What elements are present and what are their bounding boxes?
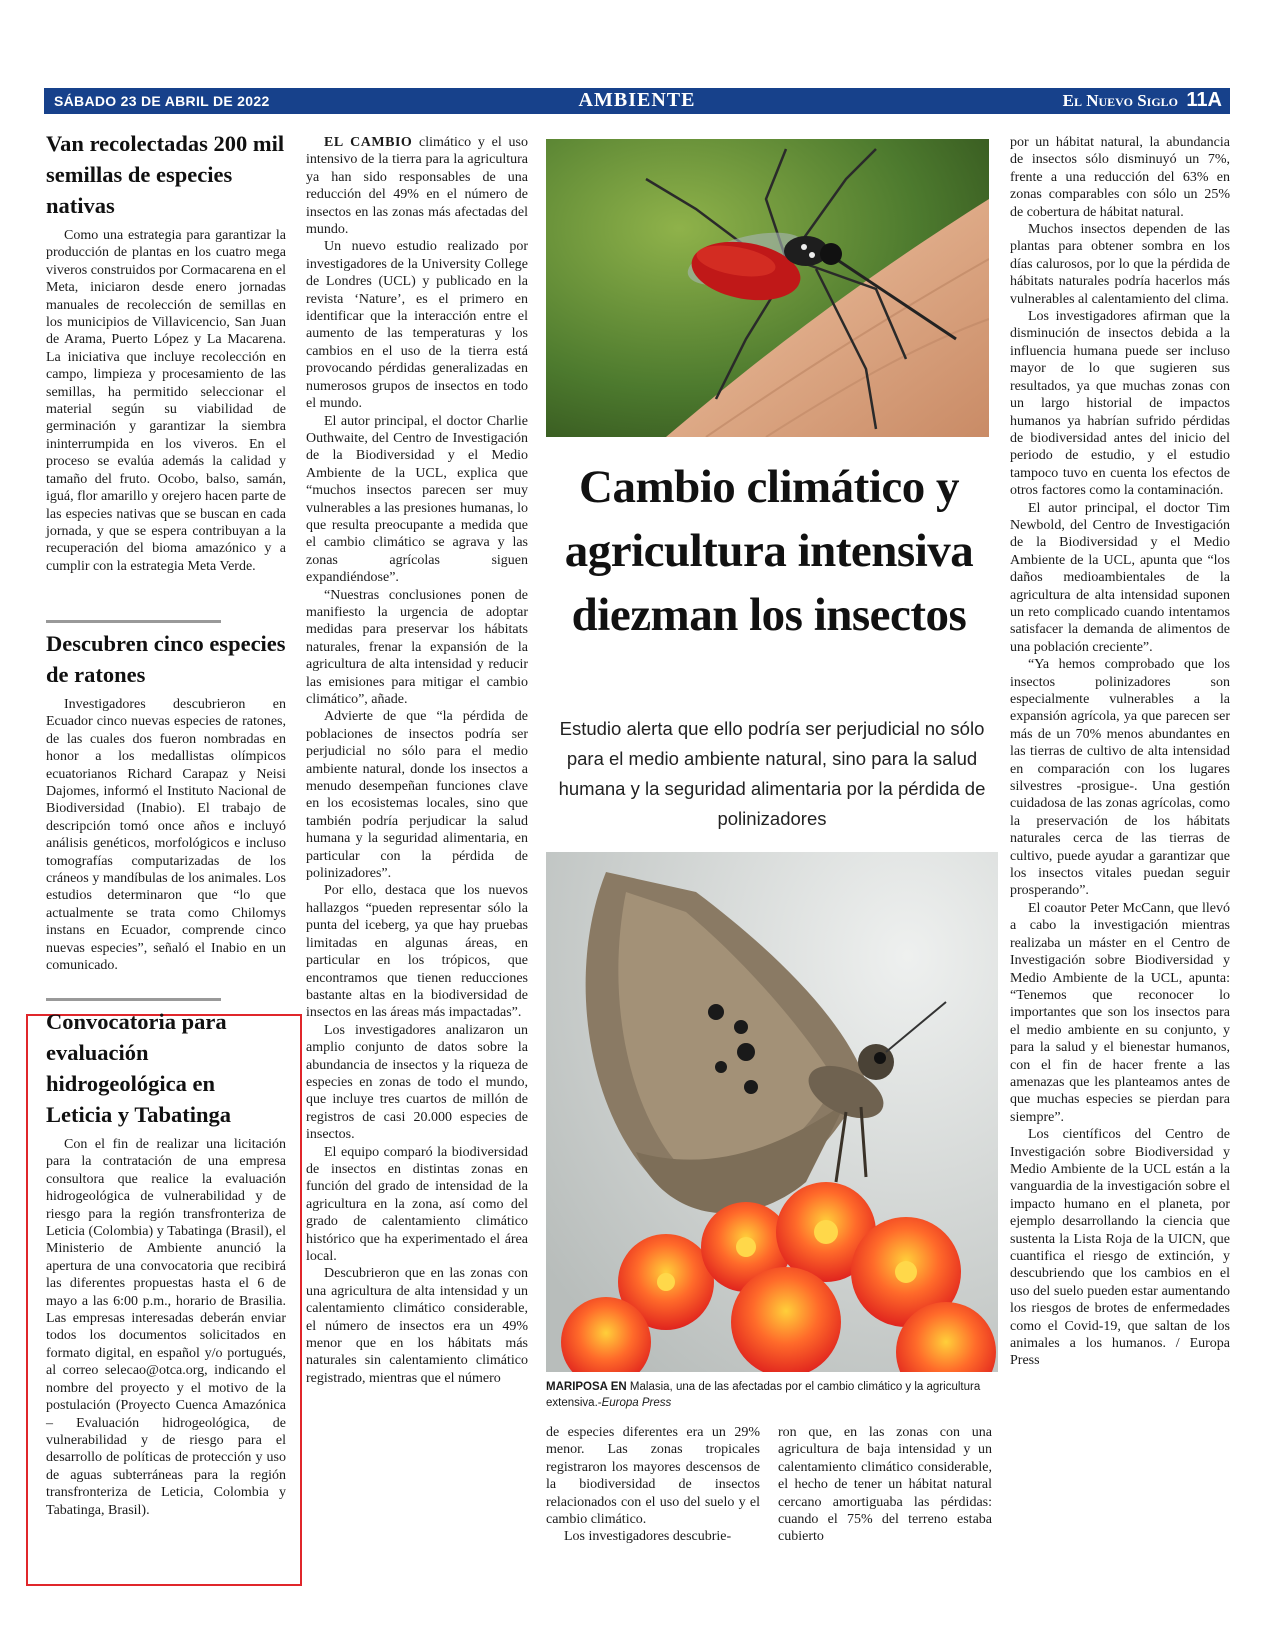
brief-mice: [46, 628, 286, 975]
header-date: SÁBADO 23 DE ABRIL DE 2022: [54, 93, 270, 109]
caption-text: Malasia, una de las afectadas por el cambio climático y la agricultura extensiva.-: [546, 1381, 981, 1409]
butterfly-illustration: [546, 852, 998, 1372]
brief-hydrogeology: [46, 1006, 286, 1519]
caption-lead: MARIPOSA EN: [546, 1381, 627, 1393]
page-header: [44, 88, 1230, 114]
article-headline: Cambio climático y agricultura intensiva diezman los insectos: [564, 461, 974, 641]
article-paragraph: de especies diferentes era un 29% menor. Las zonas tropicales registraron los mayores descensos de la biodiversidad de insectos relacionados con el uso del suelo y el cambio climático.: [546, 1425, 760, 1528]
mosquito-illustration: [546, 139, 989, 437]
article-paragraph: El autor principal, el doctor Tim Newbold, del Centro de Investigación de la Biodiversidad y el Medio Ambiente de la UCL, apunta que “los daños medioambientales de la agricultura de alta intensidad suponen un reto complicado cuando intentamos satisfacer la demanda de alimentos de una población creciente”.: [1010, 500, 1230, 655]
article-paragraph: “Nuestras conclusiones ponen de manifiesto la urgencia de adoptar medidas para preservar los hábitats naturales, frenar la expansión de la agricultura de alta intensidad y reducir las emisiones para mitigar el cambio climático”, añade.: [306, 587, 528, 707]
article-paragraph: El equipo comparó la biodiversidad de insectos en distintas zonas en función del grado de intensidad de la agricultura en la zona, así como del grado de calentamiento climático histórico que ha experimentado el área local.: [306, 1144, 528, 1264]
newspaper-name: El Nuevo Siglo: [1062, 91, 1178, 110]
article-paragraph: Los científicos del Centro de Investigación sobre Biodiversidad y Medio Ambiente de la UCL están a la vanguardia de la investigación sobre el impacto humano en el planeta, por ejemplo desarrollando la ciencia que sustenta la Lista Roja de la UICN, que cuantifica el riesgo de extinción, y descubriendo que los cambios en el uso del suelo pueden estar aumentando los riesgos de brotes de enfermedades como el Covid-19, que saltan de los animales a los humanos. / Europa Press: [1010, 1127, 1230, 1369]
article-paragraph: Los investigadores afirman que la disminución de insectos debida a la influencia humana puede ser incluso mayor de lo que sugieren sus resultados, ya que muchas zonas con un largo historial de impactos humanos ya habrían sufrido pérdidas de biodiversidad antes del inicio del periodo de estudio, y el estudio tampoco tuvo en cuenta los efectos de otros factores como la contaminación.: [1010, 309, 1230, 499]
article-paragraph: Muchos insectos dependen de las plantas para obtener sombra en los días calurosos, por lo que la pérdida de hábitats naturales podría hacerlos más vulnerables al calentamiento del clima.: [1010, 222, 1230, 307]
article-column-2: [546, 1424, 760, 1546]
article-paragraph: por un hábitat natural, la abundancia de insectos sólo disminuyó un 7%, frente a una reducción del 63% en zonas comparables con sólo un 25% de cobertura de hábitat natural.: [1010, 135, 1230, 220]
article-paragraph: El autor principal, el doctor Charlie Outhwaite, del Centro de Investigación de la Biodiversidad y el Medio Ambiente de la UCL, explica que “muchos insectos parecen ser muy vulnerables a las presiones humanas, lo que resulta preocupante a medida que el cambio climático se agrava y las zonas agrícolas siguen expandiéndose”.: [306, 413, 528, 586]
butterfly-photo: [546, 852, 998, 1372]
brief-separator: [46, 620, 221, 623]
article-paragraph: Un nuevo estudio realizado por investigadores de la University College de Londres (UCL) y publicado en la revista ‘Nature’, es el primero en identificar que la interacción entre el aumento de las temperaturas y los cambios en el uso de la tierra está provocando pérdidas generalizadas en numerosos grupos de insectos en todo el mundo.: [306, 239, 528, 412]
article-paragraph: Descubrieron que en las zonas con una agricultura de alta intensidad y un calentamiento climático considerable, el número de insectos era un 49% menor que en los hábitats más naturales sin calentamiento climático registrado, mientras que el número: [306, 1266, 528, 1386]
article-paragraph: El coautor Peter McCann, que llevó a cabo la investigación mientras realizaba un máster en el Centro de Investigación sobre Biodiversidad y Medio Ambiente de la UCL, apunta: “Tenemos que reconocer lo importantes que son los insectos para el medio ambiente en su conjunto, y para la salud y el bienestar humanos, con el fin de hacer frente a las amenazas que les planteamos antes de que muchas especies se pierdan para siempre”.: [1010, 900, 1230, 1125]
article-column-4: [1010, 134, 1230, 1370]
brief-body: Investigadores descubrieron en Ecuador cinco nuevas especies de ratones, de las cuales dos fueron nombradas en honor a los medallistas olímpicos ecuatorianos Richard Carapaz y Neisi Dajomes, informó el Instituto Nacional de Biodiversidad (Inabio). El trabajo de descripción tomó once años e incluyó análisis genéticos, morfológicos e incluso tomografías computarizadas de los cráneos y mandíbulas de los animales. Los estudios determinaron que “lo que actualmente se trata como Chilomys instans en Ecuador, comprende cinco nuevas especies”, señaló el Inabio en un comunicado.: [46, 697, 286, 974]
caption-credit: Europa Press: [601, 1397, 672, 1409]
photo-caption: [546, 1379, 998, 1411]
brief-body: Como una estrategia para garantizar la producción de plantas en los cuatro mega viveros construidos por Cormacarena en el Meta, iniciaron desde enero jornadas manuales de recolección de semillas en los municipios de Villavicencio, San Juan de Arama, Puerto López y La Macarena. La iniciativa que incluye recolección en campo, limpieza y procesamiento de las semillas, ha permitido seleccionar el material según su viabilidad de germinación y garantizar la siembra ininterrumpida en los viveros. En el proceso se evalúa además la calidad y tamaño del fruto. Ocobo, balso, samán, iguá, flor amarillo y orejero hacen parte de las especies nativas que se buscan en cada jornada, y que se espera contribuyan a la recuperación del bioma amazónico y a cumplir con la estrategia Meta Verde.: [46, 228, 286, 574]
article-paragraph: climático y el uso intensivo de la tierra para la agricultura ya han sido responsables de una reducción del 49% en el número de insectos en las zonas más afectadas del mundo.: [306, 135, 528, 238]
page-number: 11A: [1186, 89, 1222, 111]
article-paragraph: Los investigadores analizaron un amplio conjunto de datos sobre la abundancia de insectos y la riqueza de especies en zonas de todo el mundo, que incluye tres cuartos de millón de registros de casi 20.000 especies de insectos.: [306, 1022, 528, 1143]
article-paragraph: ron que, en las zonas con una agricultura de baja intensidad y un calentamiento climático considerable, el hecho de tener un hábitat natural cercano amortiguaba las pérdidas: cuando el 75% del terreno estaba cubierto: [778, 1425, 992, 1545]
article-column-1: [306, 134, 528, 1387]
article-column-3: [778, 1424, 992, 1546]
article-paragraph: “Ya hemos comprobado que los insectos polinizadores son especialmente vulnerables a la expansión agrícola, ya que parecen ser más de un 70% menos abundantes en las tierras de cultivo de alta intensidad en comparación con los lugares silvestres -prosigue-. Una gestión cuidadosa de las zonas agrícolas, como la preservación de los hábitats naturales cerca de las tierras de cultivo, puede ayudar a garantizar que los insectos vitales puedan seguir prosperando”.: [1010, 657, 1230, 899]
brief-title: Descubren cinco especies de ratones: [46, 631, 286, 687]
article-paragraph: Advierte de que “la pérdida de poblaciones de insectos podría ser perjudicial no sólo para el medio ambiente natural, donde los insectos a menudo desempeñan funciones clave en los ecosistemas locales, sino que también podría perjudicar la salud humana y la seguridad alimentaria, en particular con la pérdida de polinizadores”.: [306, 709, 528, 882]
article-deck: Estudio alerta que ello podría ser perjudicial no sólo para el medio ambiente natural, sino para la salud humana y la seguridad alimentaria por la pérdida de polinizadores: [558, 718, 986, 829]
section-name: AMBIENTE: [578, 89, 696, 111]
brief-separator: [46, 998, 221, 1001]
article-lead-words: EL CAMBIO: [324, 135, 413, 150]
brief-seeds: [46, 128, 286, 575]
brief-title: Van recolectadas 200 mil semillas de especies nativas: [46, 131, 285, 218]
brief-body: Con el fin de realizar una licitación para la contratación de una empresa consultora que realice la evaluación hidrogeológica de vulnerabilidad y de riesgo para la región transfronteriza de Leticia (Colombia) y Tabatinga (Brasil), el Ministerio de Ambiente anunció la apertura de una convocatoria que recibirá las diferentes propuestas hasta el 6 de mayo a las 6:00 p.m., horario de Brasilia. Las empresas interesadas deberán enviar todos los documentos solicitados en formato digital, en español y/o portugués, al correo selecao@otca.org, indicando el nombre del proyecto y el motivo de la postulación (Proyecto Cuenca Amazónica – Evaluación hidrogeológica, de vulnerabilidad y de riesgo para el desarrollo de políticas de protección y uso de aguas subterráneas para la región transfronteriza de Leticia, Colombia y Tabatinga, Brasil).: [46, 1137, 286, 1518]
mosquito-photo: [546, 139, 989, 437]
brief-title: Convocatoria para evaluación hidrogeológica en Leticia y Tabatinga: [46, 1009, 232, 1127]
article-paragraph: Por ello, destaca que los nuevos hallazgos “pueden representar sólo la punta del iceberg, ya que hay pruebas limitadas en algunas áreas, en particular en los trópicos, que encontramos que tienen reducciones bastante altas en la biodiversidad de insectos en las áreas más impactadas”.: [306, 883, 528, 1021]
article-paragraph: Los investigadores descubrie-: [564, 1529, 732, 1545]
